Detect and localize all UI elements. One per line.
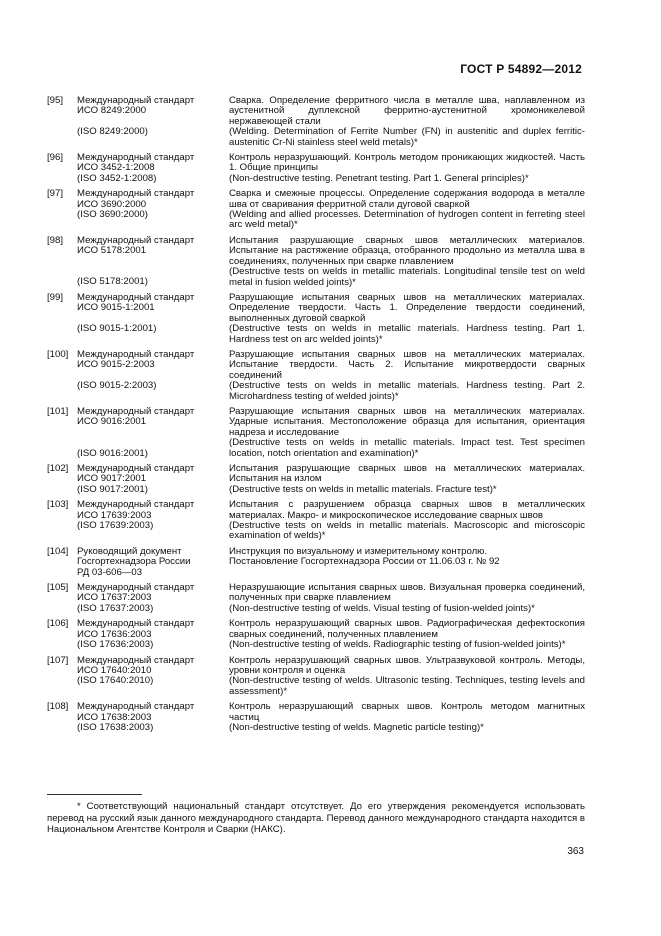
title-paragraph: (Welding and allied processes. Determination of hydrogen content in ferreting steel arc weld metal)* [229, 209, 585, 231]
reference-number: [105] [47, 582, 69, 594]
designation-line: Международный стандарт [77, 234, 195, 246]
reference-entry [47, 153, 585, 184]
reference-title [229, 236, 585, 288]
designation-line: ИСО 3452-1:2008 [77, 162, 155, 174]
reference-number: [106] [47, 618, 69, 630]
reference-title [229, 464, 585, 495]
designation-line: ИСО 3690:2000 [77, 198, 147, 210]
title-paragraph: Испытания разрушающие сварных швов на металлических материалах. Испытания на излом [229, 463, 585, 485]
designation-line [77, 428, 229, 438]
designation-line: (ISO 8249:2000) [77, 126, 148, 138]
designation-line: (ISO 9016:2001) [77, 447, 148, 459]
title-paragraph: (Destructive tests on welds in metallic materials. Longitudinal tensile test on weld metal in fusion welded joints)* [229, 266, 585, 288]
title-paragraph: Инструкция по визуальному и измерительному контролю. [229, 545, 488, 557]
designation-line: ИСО 8249:2000 [77, 105, 147, 117]
title-paragraph: Неразрушающие испытания сварных швов. Визуальная проверка соединений, полученных при сварке плавлением [229, 582, 585, 604]
title-paragraph: Испытания с разрушением образца сварных швов в металлических материалах. Макро- и микроскопическое исследование сварных швов [229, 499, 585, 521]
designation-line: ИСО 17638:2003 [77, 711, 152, 723]
reference-title [229, 656, 585, 698]
designation-line: Международный стандарт [77, 348, 195, 360]
title-paragraph: (Non-destructive testing of welds. Visual testing of fusion-welded joints)* [229, 602, 535, 614]
designation-line: ИСО 5178:2001 [77, 245, 147, 257]
designation-line: ИСО 9015-2:2003 [77, 359, 155, 371]
reference-title [229, 293, 585, 345]
title-paragraph: Контроль неразрушающий сварных швов. Ультразвуковой контроль. Методы, уровни контроля и оценка [229, 654, 585, 676]
reference-number: [107] [47, 654, 69, 666]
reference-designation [77, 583, 229, 614]
designation-line: (ISO 17638:2003) [77, 721, 154, 733]
reference-number: [103] [47, 499, 69, 511]
designation-line: Руководящий документ [77, 545, 182, 557]
title-paragraph: (Destructive tests on welds in metallic materials. Fracture test)* [229, 483, 497, 495]
designation-line: (ISO 9017:2001) [77, 483, 148, 495]
title-paragraph: Сварка и смежные процессы. Определение содержания водорода в металле шва от сваривания ферритной стали дуговой сваркой [229, 188, 585, 210]
designation-line: Международный стандарт [77, 291, 195, 303]
reference-designation [77, 350, 229, 402]
designation-line: ИСО 9017:2001 [77, 473, 147, 485]
reference-title [229, 583, 585, 614]
reference-list [47, 96, 585, 738]
designation-line: Международный стандарт [77, 582, 195, 594]
reference-number: [97] [47, 188, 64, 200]
reference-entry [47, 702, 585, 733]
designation-line: Международный стандарт [77, 499, 195, 511]
title-paragraph: (Destructive tests on welds in metallic materials. Impact test. Test specimen location, notch orientation and examination)* [229, 437, 585, 459]
reference-designation [77, 464, 229, 495]
title-paragraph: Разрушающие испытания сварных швов на металлических материалах. Определение твердости. Часть 1. Определение твердости соединений, выполненных дуговой сваркой [229, 291, 585, 324]
title-paragraph: Испытания разрушающие сварных швов металлических материалов. Испытание на растяжение образца, отобранного продольно из металла шва в соединениях, полученных при сварке плавлением [229, 234, 585, 267]
title-paragraph: (Destructive tests on welds in metallic materials. Hardness testing. Part 2. Microhardness testing of welded joints)* [229, 380, 585, 402]
reference-title [229, 500, 585, 542]
document-header: ГОСТ Р 54892—2012 [460, 62, 582, 76]
reference-number: [101] [47, 405, 69, 417]
designation-line: (ISO 9015-2:2003) [77, 380, 157, 392]
title-paragraph: Контроль неразрушающий сварных швов. Контроль методом магнитных частиц [229, 701, 585, 723]
reference-entry [47, 293, 585, 345]
title-paragraph: Контроль неразрушающий сварных швов. Радиографическая дефектоскопия сварных соединений, полученных плавлением [229, 618, 585, 640]
reference-number: [96] [47, 152, 64, 164]
designation-line: РД 03-606—03 [77, 566, 143, 578]
designation-line [77, 438, 229, 448]
title-paragraph: Постановление Госгортехнадзора России от 11.06.03 г. № 92 [229, 556, 500, 568]
title-paragraph: Разрушающие испытания сварных швов на металлических материалах. Ударные испытания. Местоположение образца для испытания, ориентация надреза и исследование [229, 405, 585, 438]
reference-title [229, 407, 585, 459]
reference-entry [47, 236, 585, 288]
reference-entry [47, 619, 585, 650]
reference-entry [47, 464, 585, 495]
reference-designation [77, 656, 229, 698]
designation-line: Международный стандарт [77, 463, 195, 474]
designation-line: Госгортехнадзора России [77, 556, 191, 568]
reference-designation [77, 619, 229, 650]
designation-line: ИСО 17640:2010 [77, 664, 152, 676]
designation-line [77, 257, 229, 267]
designation-line: (ISO 17639:2003) [77, 520, 154, 532]
designation-line: (ISO 9015-1:2001) [77, 323, 157, 335]
reference-designation [77, 236, 229, 288]
reference-designation [77, 293, 229, 345]
page-number: 363 [567, 846, 584, 857]
title-paragraph: (Non-destructive testing of welds. Radiographic testing of fusion-welded joints)* [229, 639, 566, 651]
title-paragraph: Сварка. Определение ферритного числа в металле шва, наплавленном из аустенитной дуплексной ферритно-аустенитной хромоникелевой нержавеющей стали [229, 95, 585, 127]
designation-line: Международный стандарт [77, 618, 195, 630]
reference-entry [47, 500, 585, 542]
designation-line: Международный стандарт [77, 654, 195, 666]
reference-designation [77, 407, 229, 459]
reference-title [229, 153, 585, 184]
reference-number: [104] [47, 545, 69, 557]
designation-line: Международный стандарт [77, 95, 195, 106]
footnote: * Соответствующий национальный стандарт отсутствует. До его утверждения рекомендуется использовать перевод на русский язык данного международного стандарта. Перевод данного международного стандарта находится в Национальном Агентстве Контроля и Сварки (НАКС). [47, 801, 585, 835]
designation-line: ИСО 9016:2001 [77, 416, 147, 428]
designation-line: Международный стандарт [77, 188, 195, 200]
reference-designation [77, 189, 229, 231]
designation-line: (ISO 3452-1:2008) [77, 172, 157, 184]
designation-line: ИСО 9015-1:2001 [77, 302, 155, 314]
reference-title [229, 702, 585, 733]
reference-title [229, 350, 585, 402]
reference-number: [98] [47, 234, 64, 246]
title-paragraph: (Non-destructive testing of welds. Ultrasonic testing. Techniques, testing levels and assessment)* [229, 675, 585, 697]
reference-number: [108] [47, 701, 69, 713]
reference-designation [77, 96, 229, 148]
designation-line: ИСО 17637:2003 [77, 592, 152, 604]
designation-line: (ISO 17640:2010) [77, 675, 154, 687]
reference-designation [77, 547, 229, 578]
reference-number: [99] [47, 291, 64, 303]
reference-designation [77, 153, 229, 184]
title-paragraph: (Non-destructive testing of welds. Magnetic particle testing)* [229, 721, 484, 733]
reference-title [229, 547, 585, 578]
reference-title [229, 189, 585, 231]
reference-entry [47, 547, 585, 578]
title-paragraph: (Destructive tests on welds in metallic materials. Macroscopic and microscopic examination of welds)* [229, 520, 585, 542]
designation-line: Международный стандарт [77, 701, 195, 713]
title-paragraph: (Destructive tests on welds in metallic materials. Hardness testing. Part 1. Hardness test on arc welded joints)* [229, 323, 585, 345]
reference-number: [102] [47, 463, 69, 474]
reference-entry [47, 189, 585, 231]
reference-designation [77, 702, 229, 733]
reference-entry [47, 656, 585, 698]
reference-entry [47, 407, 585, 459]
designation-line: (ISO 5178:2001) [77, 276, 148, 288]
designation-line: (ISO 17636:2003) [77, 639, 154, 651]
title-paragraph: Разрушающие испытания сварных швов на металлических материалах. Испытание твердости. Часть 2. Испытание микротвердости сварных соединений [229, 348, 585, 381]
reference-title [229, 96, 585, 148]
designation-line: ИСО 17636:2003 [77, 628, 152, 640]
designation-line: Международный стандарт [77, 152, 195, 164]
reference-title [229, 619, 585, 650]
designation-line: ИСО 17639:2003 [77, 509, 152, 521]
reference-entry [47, 350, 585, 402]
reference-entry [47, 96, 585, 148]
reference-number: [100] [47, 348, 69, 360]
designation-line: Международный стандарт [77, 405, 195, 417]
footnote-divider [47, 794, 142, 795]
designation-line: (ISO 17637:2003) [77, 602, 154, 614]
reference-entry [47, 583, 585, 614]
reference-number: [95] [47, 95, 64, 106]
title-paragraph: (Non-destructive testing. Penetrant testing. Part 1. General principles)* [229, 172, 529, 184]
title-paragraph: Контроль неразрушающий. Контроль методом проникающих жидкостей. Часть 1. Общие принципы [229, 152, 585, 174]
reference-designation [77, 500, 229, 542]
title-paragraph: (Welding. Determination of Ferrite Number (FN) in austenitic and duplex ferritic-austenitic Cr-Ni stainless steel weld metals)* [229, 126, 585, 148]
designation-line: (ISO 3690:2000) [77, 209, 148, 221]
